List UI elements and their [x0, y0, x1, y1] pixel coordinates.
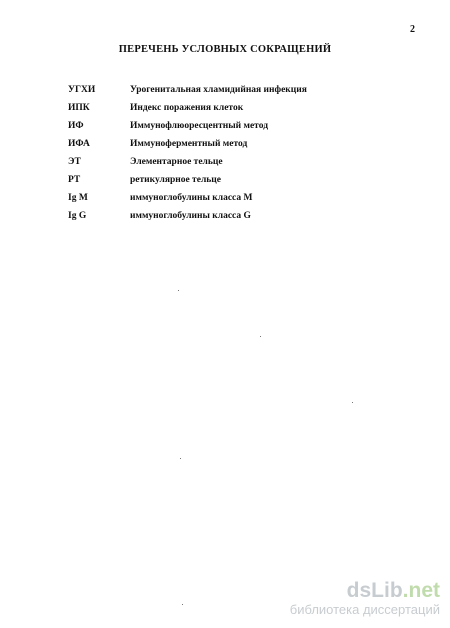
watermark-brand-suffix: .net: [402, 579, 440, 602]
abbreviation-row: [68, 211, 388, 229]
abbreviation-row: [68, 85, 388, 103]
abbreviation-row: [68, 103, 388, 121]
abbreviation-definition: ретикулярное тельце: [130, 175, 221, 185]
abbreviation-term: ИФ: [68, 121, 84, 131]
abbreviation-list: [68, 85, 388, 229]
scan-speck: [178, 290, 179, 291]
abbreviation-row: [68, 139, 388, 157]
abbreviation-row: [68, 193, 388, 211]
abbreviation-term: УГХИ: [68, 85, 96, 95]
abbreviation-definition: Элементарное тельце: [130, 157, 223, 167]
watermark-brand: [290, 580, 440, 602]
scan-speck: [352, 402, 353, 403]
abbreviation-definition: Иммунофлюоресцентный метод: [130, 121, 269, 131]
abbreviation-definition: иммуноглобулины класса М: [130, 193, 253, 203]
abbreviation-term: ИФА: [68, 139, 90, 149]
abbreviation-term: Ig G: [68, 211, 87, 221]
page-number: 2: [410, 24, 415, 35]
page-title: ПЕРЕЧЕНЬ УСЛОВНЫХ СОКРАЩЕНИЙ: [118, 44, 332, 55]
abbreviation-term: РТ: [68, 175, 81, 185]
abbreviation-row: [68, 157, 388, 175]
watermark-subtitle: библиотека диссертаций: [289, 602, 440, 617]
scan-speck: [182, 604, 183, 605]
abbreviation-definition: Урогенитальная хламидийная инфекция: [130, 85, 307, 95]
abbreviation-row: [68, 121, 388, 139]
abbreviation-definition: Индекс поражения клеток: [130, 103, 244, 113]
scan-speck: [180, 458, 181, 459]
watermark: [290, 580, 440, 617]
watermark-brand-prefix: dsLib: [346, 579, 403, 602]
abbreviation-definition: Иммуноферментный метод: [130, 139, 248, 149]
abbreviation-row: [68, 175, 388, 193]
scan-speck: [260, 336, 261, 337]
abbreviation-term: Ig M: [68, 193, 88, 203]
abbreviation-definition: иммуноглобулины класса G: [130, 211, 251, 221]
abbreviation-term: ИПК: [68, 103, 90, 113]
abbreviation-term: ЭТ: [68, 157, 81, 167]
